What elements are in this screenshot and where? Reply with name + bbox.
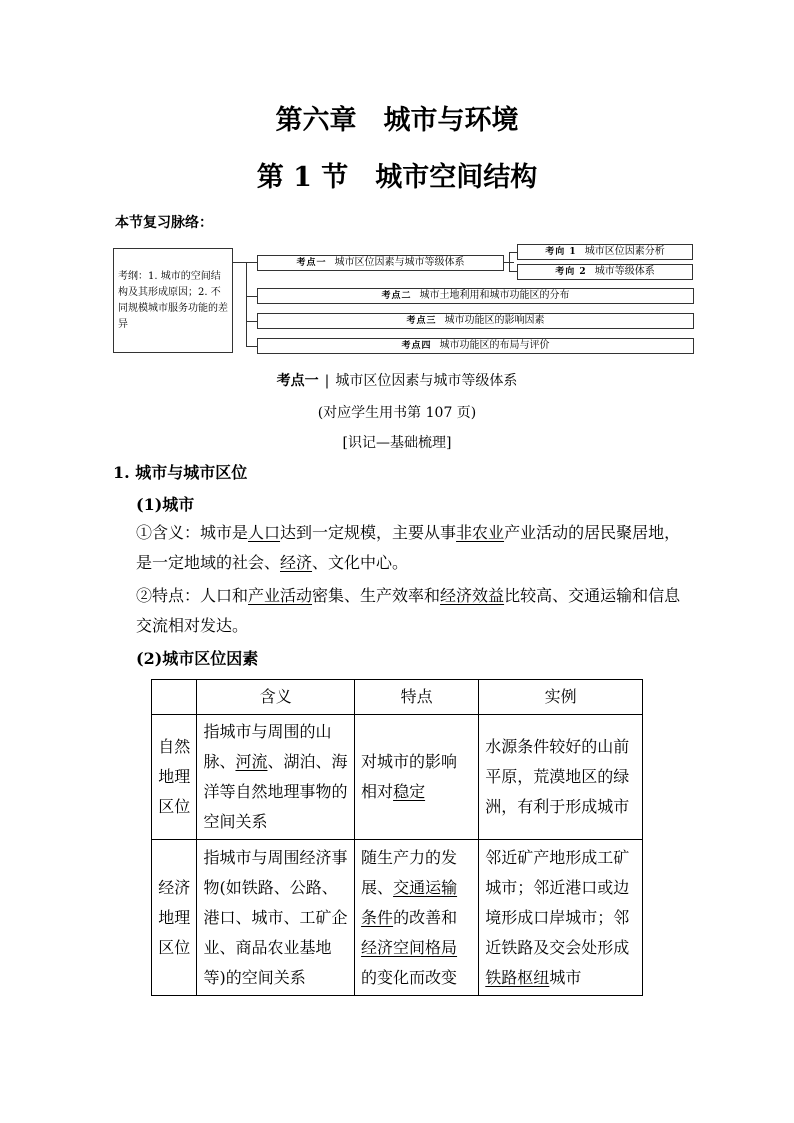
table-row [152, 840, 643, 996]
outline-kp1 [257, 255, 504, 271]
answer-economy: 经济 [280, 553, 313, 572]
answer-river: 河流 [235, 752, 268, 771]
cell-example: 邻近矿产地形成工矿城市；邻近港口或边境形成口岸城市；邻近铁路及交会处形成铁路枢纽城市 [479, 840, 643, 996]
table-header [152, 680, 197, 715]
table-row [152, 715, 643, 840]
connector-line [246, 296, 257, 297]
cell-feature: 随生产力的发展、交通运输条件的改善和经济空间格局的变化而改变 [355, 840, 479, 996]
kp1-text: 城市区位因素与城市等级体系 [334, 257, 465, 268]
connector-line [246, 346, 257, 347]
heading-1: 1. 城市与城市区位 [113, 463, 248, 482]
answer-hub: 铁路枢纽 [485, 967, 550, 987]
kp1-tag: 考点一 [296, 258, 327, 268]
cell-example: 水源条件较好的山前平原，荒漠地区的绿洲，有利于形成城市 [479, 715, 643, 840]
kp4-tag: 考点四 [401, 341, 432, 351]
kp-heading-text: 城市区位因素与城市等级体系 [335, 373, 518, 389]
table-header: 实例 [479, 680, 643, 715]
kx1-tag: 考向 1 [545, 247, 577, 257]
kp4-text: 城市功能区的布局与评价 [439, 340, 550, 351]
feature-paragraph: ②特点：人口和产业活动密集、生产效率和经济效益比较高、交通运输和信息 交流相对发达。 [136, 586, 681, 635]
kp-heading-tag: 考点一 [276, 373, 319, 389]
kp3-tag: 考点三 [406, 316, 437, 326]
answer-efficiency: 经济效益 [440, 586, 505, 605]
review-label: 本节复习脉络： [115, 215, 213, 231]
kp2-text: 城市土地利用和城市功能区的分布 [419, 290, 570, 301]
chapter-title: 第六章 城市与环境 [275, 105, 519, 136]
answer-industry: 产业活动 [248, 586, 313, 605]
kp2-tag: 考点二 [381, 291, 412, 301]
kx1-text: 城市区位因素分析 [584, 246, 665, 257]
definition-paragraph: ①含义：城市是人口达到一定规模，主要从事非农业产业活动的居民聚居地， 是一定地域的社会、经济、文化中心。 [136, 523, 681, 572]
cell-meaning: 指城市与周围的山脉、河流、湖泊、海洋等自然地理事物的空间关系 [197, 715, 355, 840]
section-label: [识记—基础梳理] [342, 435, 452, 451]
sub-heading-city: (1)城市 [136, 495, 195, 514]
outline-syllabus-box: 考纲：1. 城市的空间结构及其形成原因；2. 不同规模城市服务功能的差异 [113, 248, 233, 353]
answer-stable: 稳定 [393, 782, 426, 801]
book-ref: (对应学生用书第 107 页) [317, 405, 477, 421]
cell-meaning: 指城市与周围经济事物(如铁路、公路、港口、城市、工矿企业、商品农业基地等)的空间关系 [197, 840, 355, 996]
connector-line [246, 262, 247, 346]
row-head-natural: 自然 地理 区位 [152, 715, 197, 840]
outline-kp4 [257, 338, 694, 354]
table-header: 含义 [197, 680, 355, 715]
kp3-text: 城市功能区的影响因素 [444, 315, 545, 326]
sub-heading-factors: (2)城市区位因素 [136, 649, 259, 668]
outline-kp2 [257, 288, 694, 304]
row-head-economic: 经济 地理 区位 [152, 840, 197, 996]
connector-line [509, 252, 517, 253]
connector-line [246, 321, 257, 322]
table-header: 特点 [355, 680, 479, 715]
outline-kx2 [517, 264, 693, 280]
answer-nonagri: 非农业 [456, 523, 505, 542]
kx2-text: 城市等级体系 [594, 266, 655, 277]
cell-feature: 对城市的影响相对稳定 [355, 715, 479, 840]
outline-kp3 [257, 313, 694, 329]
connector-line [509, 252, 510, 272]
section-title: 第 1 节 城市空间结构 [256, 162, 538, 193]
connector-line [233, 262, 257, 263]
table-header-row [152, 680, 643, 715]
kx2-tag: 考向 2 [555, 267, 587, 277]
answer-transport: 交通运输条件 [361, 877, 458, 927]
answer-economic-space: 经济空间格局 [361, 937, 458, 957]
location-factor-table [151, 679, 643, 996]
kp-heading: 考点一 | 城市区位因素与城市等级体系 [276, 373, 518, 389]
connector-line [509, 271, 517, 272]
answer-population: 人口 [248, 523, 281, 542]
outline-kx1 [517, 244, 693, 260]
